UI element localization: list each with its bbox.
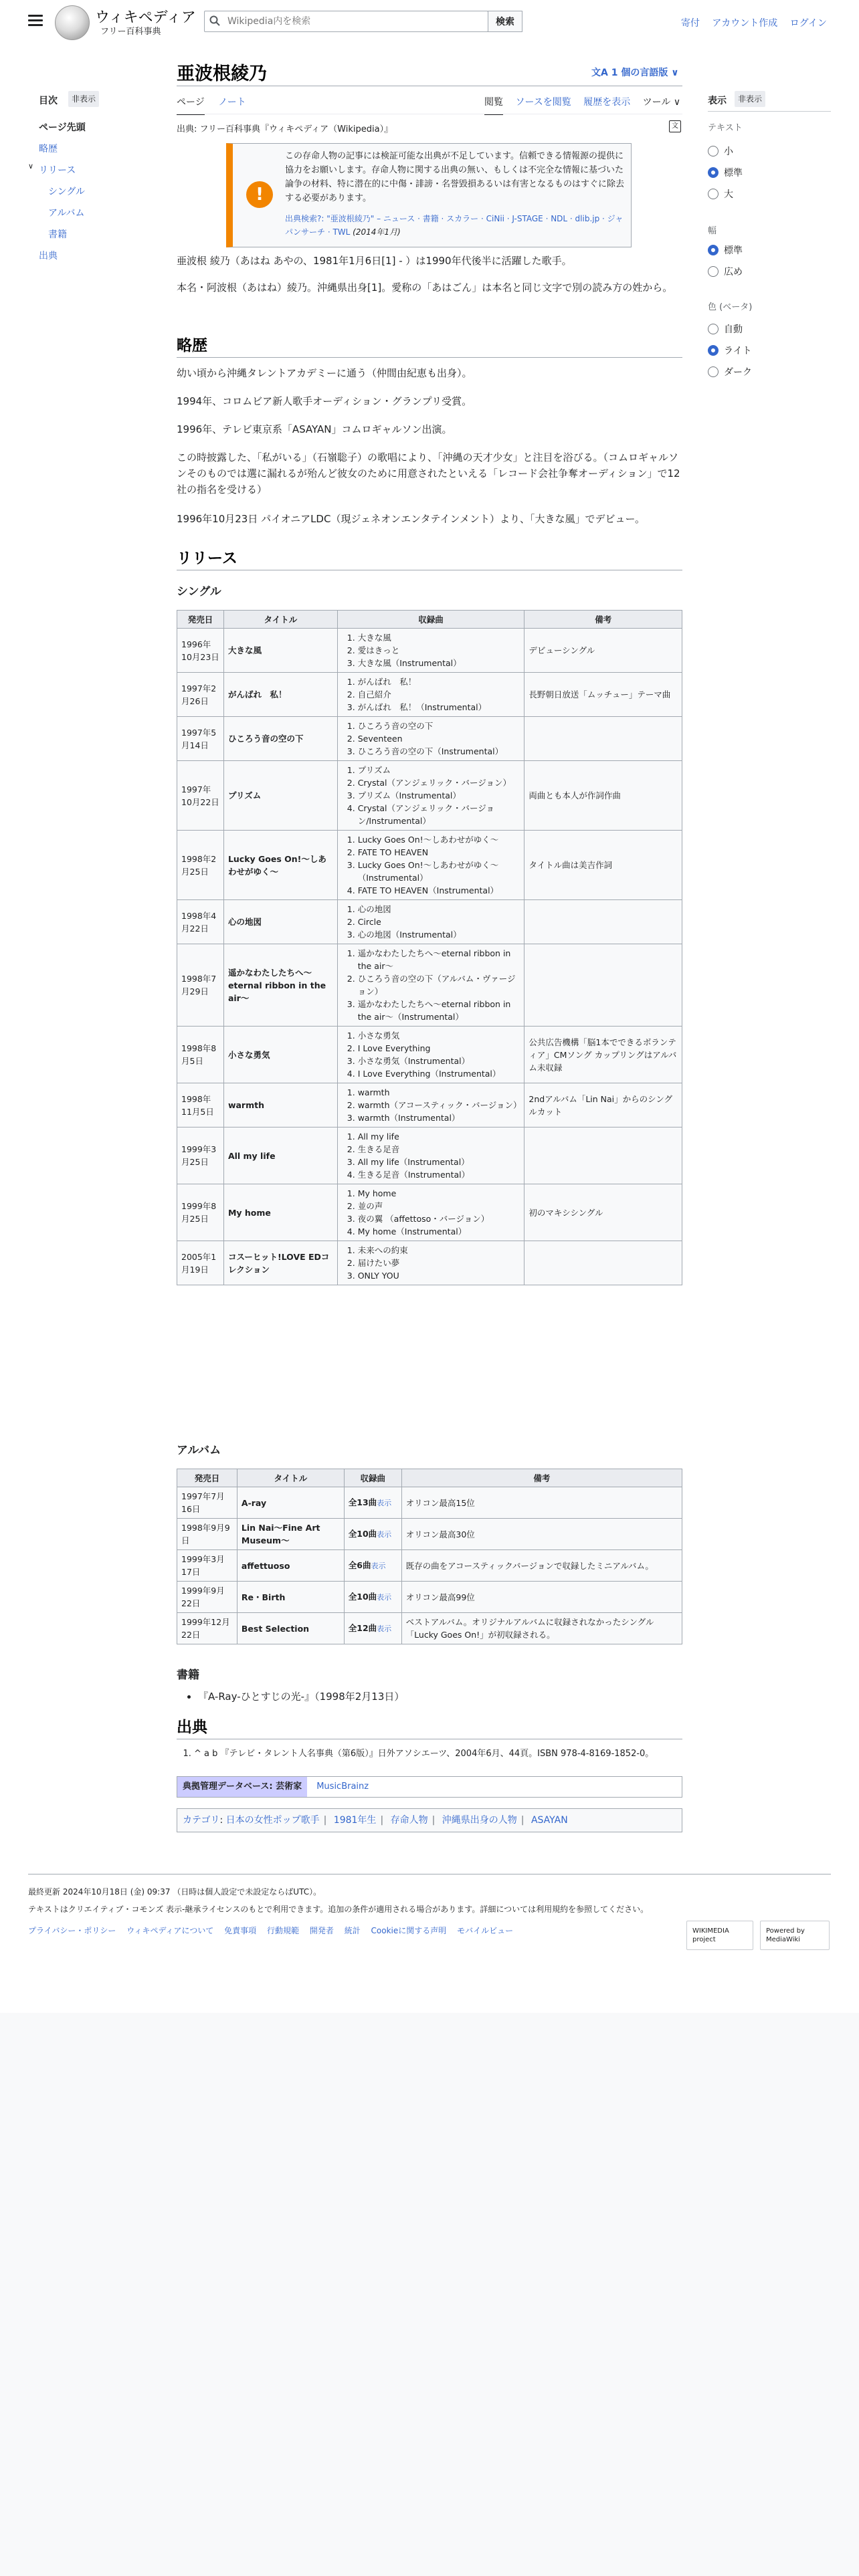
footer-links bbox=[28, 1925, 521, 1936]
notice-box bbox=[226, 143, 632, 247]
track-item: 2. Crystal（アンジェリック・バージョン） bbox=[358, 776, 520, 789]
track-item: 4. My home（Instrumental） bbox=[358, 1225, 520, 1238]
language-label: 1 個の言語版 bbox=[611, 68, 668, 78]
track-item: 1. warmth bbox=[358, 1086, 520, 1099]
release-date: 1997年5月14日 bbox=[177, 717, 224, 761]
track-list bbox=[337, 673, 524, 717]
track-list bbox=[337, 944, 524, 1027]
option-label: ダーク bbox=[724, 367, 752, 378]
album-note: オリコン最高15位 bbox=[401, 1487, 682, 1519]
table-row bbox=[177, 673, 682, 717]
track-item: 1. 小さな勇気 bbox=[358, 1029, 520, 1042]
option-label: 標準 bbox=[724, 245, 743, 256]
toc-item-books[interactable]: 書籍 bbox=[48, 229, 67, 240]
table-row bbox=[177, 1241, 682, 1285]
option-label: 広め bbox=[724, 267, 743, 278]
bio-paragraph: 1994年、コロムビア新人歌手オーディション・グランプリ受賞。 bbox=[177, 395, 472, 407]
show-button[interactable]: 表示 bbox=[377, 1530, 392, 1539]
intro-paragraph-1: 亜波根 綾乃（あはね あやの、1981年1月6日[1] - ）は1990年代後半に活躍した歌手。 bbox=[177, 255, 572, 267]
single-title: Lucky Goes On!〜しあわせがゆく〜 bbox=[223, 831, 337, 900]
track-list bbox=[337, 1184, 524, 1241]
track-item: 1. がんばれ 私！ bbox=[358, 675, 520, 688]
bio-paragraph: 1996年10月23日 パイオニアLDC（現ジェネオンエンタテインメント）より、「大きな風」でデビュー。 bbox=[177, 513, 645, 525]
tab-history[interactable]: 履歴を表示 bbox=[583, 97, 631, 108]
toc-item-top[interactable]: ページ先頭 bbox=[39, 122, 86, 133]
column-header: 収録曲 bbox=[337, 611, 524, 629]
heading-single: シングル bbox=[177, 585, 221, 599]
track-item: 4. FATE TO HEAVEN（Instrumental） bbox=[358, 884, 520, 897]
privacy-link[interactable]: プライバシー・ポリシー bbox=[28, 1926, 116, 1935]
text-size-standard[interactable] bbox=[708, 166, 743, 179]
show-button[interactable]: 表示 bbox=[377, 1499, 392, 1507]
track-list bbox=[337, 1128, 524, 1184]
width-wide[interactable] bbox=[708, 265, 743, 278]
release-date: 1998年2月25日 bbox=[177, 831, 224, 900]
heading-bio: 略歴 bbox=[177, 336, 207, 354]
mediawiki-badge[interactable]: Powered by MediaWiki bbox=[760, 1921, 830, 1950]
track-item: 2. Circle bbox=[358, 916, 520, 928]
single-note: デビューシングル bbox=[524, 629, 682, 673]
bio-paragraph: この時披露した、「私がいる」（石嶺聡子）の歌唱により、「沖縄の天才少女」と注目を浴びる。（コムロギャルソンそのものでは選に漏れるが殆んど彼女のために用意されたといえる「レコード会社争奪オーディション」で12社の指名を受ける） bbox=[177, 451, 680, 496]
bio-paragraph: 幼い頃から沖縄タレントアカデミーに通う（仲間由紀恵も出身）。 bbox=[177, 367, 472, 379]
track-item: 2. FATE TO HEAVEN bbox=[358, 846, 520, 859]
single-note: 長野朝日放送「ムッチュー」テーマ曲 bbox=[524, 673, 682, 717]
table-row bbox=[177, 717, 682, 761]
toc-item-album[interactable]: アルバム bbox=[48, 208, 85, 219]
track-item: 1. 未来への約束 bbox=[358, 1244, 520, 1257]
page-title: 亜波根綾乃 bbox=[177, 64, 267, 84]
single-note: 2ndアルバム「Lin Nai」からのシングルカット bbox=[524, 1083, 682, 1128]
radio-icon bbox=[708, 266, 719, 277]
track-item: 2. 届けたい夢 bbox=[358, 1257, 520, 1269]
tools-label: ツール bbox=[642, 97, 671, 108]
width-label: 幅 bbox=[708, 226, 717, 236]
track-item: 4. Crystal（アンジェリック・バージョン/Instrumental） bbox=[358, 802, 520, 827]
track-count bbox=[344, 1582, 401, 1613]
color-dark[interactable] bbox=[708, 365, 752, 379]
category-link[interactable]: 日本の女性ポップ歌手 bbox=[225, 1815, 320, 1826]
wikipedia-logo[interactable] bbox=[55, 5, 90, 40]
about-link[interactable]: ウィキペディアについて bbox=[126, 1926, 214, 1935]
single-title: All my life bbox=[223, 1128, 337, 1184]
single-title: ひころう音の空の下 bbox=[223, 717, 337, 761]
single-title: プリズム bbox=[223, 761, 337, 831]
table-row bbox=[177, 761, 682, 831]
toc-title: 目次 bbox=[39, 96, 58, 106]
album-title: affettuoso bbox=[237, 1550, 344, 1582]
option-label: 自動 bbox=[724, 324, 743, 335]
track-item: 2. Seventeen bbox=[358, 732, 520, 745]
text-size-label: テキスト bbox=[708, 123, 743, 133]
release-date: 1998年4月22日 bbox=[177, 900, 224, 944]
track-list bbox=[337, 629, 524, 673]
track-item: 3. 遥かなわたしたちへ〜eternal ribbon in the air〜（Instrumental） bbox=[358, 998, 520, 1023]
appearance-title: 表示 bbox=[708, 96, 727, 106]
search-button[interactable]: 検索 bbox=[488, 11, 522, 32]
track-list bbox=[337, 831, 524, 900]
table-row bbox=[177, 1128, 682, 1184]
notice-date: (2014年1月) bbox=[353, 227, 401, 237]
track-count-label: 全6曲 bbox=[348, 1560, 371, 1570]
option-label: 大 bbox=[724, 189, 733, 200]
track-item: 3. 大きな風（Instrumental） bbox=[358, 657, 520, 669]
track-item: 2. warmth（アコースティック・バージョン） bbox=[358, 1099, 520, 1111]
category-link[interactable]: 1981年生 bbox=[333, 1815, 377, 1826]
single-title: 遥かなわたしたちへ〜eternal ribbon in the air〜 bbox=[223, 944, 337, 1027]
single-title: 大きな風 bbox=[223, 629, 337, 673]
text-size-large[interactable] bbox=[708, 187, 733, 201]
translate-icon[interactable]: 文 bbox=[669, 120, 681, 132]
albums-table bbox=[177, 1469, 682, 1644]
album-title: A-ray bbox=[237, 1487, 344, 1519]
track-count-label: 全12曲 bbox=[348, 1623, 377, 1633]
cookie-link[interactable]: Cookieに関する声明 bbox=[371, 1926, 447, 1935]
track-count bbox=[344, 1487, 401, 1519]
album-note: 既存の曲をアコースティックバージョンで収録したミニアルバム。 bbox=[401, 1550, 682, 1582]
heading-divider bbox=[177, 357, 682, 358]
albums-table-body bbox=[177, 1487, 682, 1644]
radio-selected-icon bbox=[708, 245, 719, 255]
track-item: 3. ひころう音の空の下（Instrumental） bbox=[358, 745, 520, 758]
menu-icon[interactable] bbox=[28, 15, 43, 27]
single-title: がんばれ 私！ bbox=[223, 673, 337, 717]
article-source: 出典: フリー百科事典『ウィキペディア（Wikipedia）』 bbox=[177, 124, 393, 134]
release-date: 1999年12月22日 bbox=[177, 1613, 237, 1644]
table-row bbox=[177, 1519, 682, 1550]
singles-table bbox=[177, 610, 682, 1285]
show-button[interactable]: 表示 bbox=[377, 1593, 392, 1602]
single-note bbox=[524, 1241, 682, 1285]
column-header: 収録曲 bbox=[344, 1469, 401, 1487]
track-item: 1. 心の地図 bbox=[358, 903, 520, 916]
tab-read[interactable]: 閲覧 bbox=[484, 95, 503, 115]
track-item: 1. My home bbox=[358, 1187, 520, 1200]
track-item: 3. 心の地図（Instrumental） bbox=[358, 928, 520, 941]
categories-box: カテゴリ: 日本の女性ポップ歌手 | 1981年生 | 存命人物 | 沖縄県出身の人物 | ASAYAN bbox=[177, 1808, 682, 1832]
intro-paragraph-2: 本名・阿波根（あはね）綾乃。沖縄県出身[1]。愛称の「あはごん」は本名と同じ文字で別の読み方の姓から。 bbox=[177, 282, 673, 294]
single-note bbox=[524, 717, 682, 761]
table-row bbox=[177, 1582, 682, 1613]
toc-item-single[interactable]: シングル bbox=[48, 187, 85, 197]
release-date: 1997年7月16日 bbox=[177, 1487, 237, 1519]
radio-icon bbox=[708, 324, 719, 334]
search-icon bbox=[209, 15, 220, 26]
track-item: 1. All my life bbox=[358, 1130, 520, 1143]
single-title: warmth bbox=[223, 1083, 337, 1128]
release-date: 1996年10月23日 bbox=[177, 629, 224, 673]
column-header: 備考 bbox=[401, 1469, 682, 1487]
code-of-conduct-link[interactable]: 行動規範 bbox=[267, 1926, 300, 1935]
single-note: 両曲とも本人が作詞作曲 bbox=[524, 761, 682, 831]
table-row bbox=[177, 1184, 682, 1241]
single-note: タイトル曲は美吉作詞 bbox=[524, 831, 682, 900]
album-title: Best Selection bbox=[237, 1613, 344, 1644]
mobile-view-link[interactable]: モバイルビュー bbox=[457, 1926, 514, 1935]
release-date: 1998年11月5日 bbox=[177, 1083, 224, 1128]
album-title: Re・Birth bbox=[237, 1582, 344, 1613]
album-note: オリコン最高99位 bbox=[401, 1582, 682, 1613]
donate-link[interactable]: 寄付 bbox=[680, 18, 700, 29]
create-account-link[interactable]: アカウント作成 bbox=[712, 18, 778, 29]
color-label: 色 (ベータ) bbox=[708, 302, 753, 312]
track-count bbox=[344, 1550, 401, 1582]
singles-table-body bbox=[177, 629, 682, 1285]
album-title: Lin Nai〜Fine Art Museum〜 bbox=[237, 1519, 344, 1550]
track-item: 3. 小さな勇気（Instrumental） bbox=[358, 1055, 520, 1067]
namespace-tabs bbox=[177, 95, 257, 115]
release-date: 2005年1月19日 bbox=[177, 1241, 224, 1285]
show-button[interactable]: 表示 bbox=[377, 1624, 392, 1633]
track-list bbox=[337, 1083, 524, 1128]
single-title: コスーヒット!LOVE EDコレクション bbox=[223, 1241, 337, 1285]
heading-release: リリース bbox=[177, 549, 237, 567]
user-links bbox=[672, 16, 827, 29]
track-list bbox=[337, 717, 524, 761]
search-input[interactable] bbox=[227, 11, 482, 31]
table-row bbox=[177, 900, 682, 944]
column-header: タイトル bbox=[237, 1469, 344, 1487]
toc-item-refs[interactable]: 出典 bbox=[39, 251, 58, 261]
option-label: 小 bbox=[724, 146, 733, 157]
track-item: 3. warmth（Instrumental） bbox=[358, 1111, 520, 1124]
color-light[interactable] bbox=[708, 344, 752, 357]
track-list bbox=[337, 900, 524, 944]
statistics-link[interactable]: 統計 bbox=[344, 1926, 361, 1935]
license-text: テキストはクリエイティブ・コモンズ 表示-継承ライセンスのもとで利用できます。追加の条件が適用される場合があります。詳細については利用規約を参照してください。 bbox=[28, 1905, 649, 1914]
track-item: 1. プリズム bbox=[358, 764, 520, 776]
toc-chevron-icon[interactable]: ∨ bbox=[28, 162, 34, 171]
single-note bbox=[524, 900, 682, 944]
track-item: 1. Lucky Goes On!〜しあわせがゆく〜 bbox=[358, 833, 520, 846]
track-list bbox=[337, 1027, 524, 1083]
release-date: 1999年9月22日 bbox=[177, 1582, 237, 1613]
table-row bbox=[177, 1027, 682, 1083]
column-header: タイトル bbox=[223, 611, 337, 629]
track-item: 2. I Love Everything bbox=[358, 1042, 520, 1055]
release-date: 1998年9月9日 bbox=[177, 1519, 237, 1550]
column-header: 備考 bbox=[524, 611, 682, 629]
site-subtitle: フリー百科事典 bbox=[100, 27, 161, 37]
notice-source-links[interactable]: 出典検索?: "亜波根綾乃" – ニュース · 書籍 · スカラー · CiNii · J-STAGE · NDL · dlib.jp · ジャパンサーチ · TWL bbox=[285, 214, 624, 237]
track-item: 4. I Love Everything（Instrumental） bbox=[358, 1067, 520, 1080]
album-note: オリコン最高30位 bbox=[401, 1519, 682, 1550]
language-icon: 文A bbox=[591, 68, 611, 78]
toc-item-release[interactable]: リリース bbox=[39, 165, 76, 176]
release-date: 1999年8月25日 bbox=[177, 1184, 224, 1241]
table-row bbox=[177, 831, 682, 900]
radio-selected-icon bbox=[708, 345, 719, 356]
notice-source bbox=[285, 212, 628, 239]
single-title: 心の地図 bbox=[223, 900, 337, 944]
single-title: My home bbox=[223, 1184, 337, 1241]
table-row bbox=[177, 1487, 682, 1519]
track-item: 3. がんばれ 私！（Instrumental） bbox=[358, 701, 520, 714]
appearance-hide-button[interactable]: 非表示 bbox=[735, 91, 765, 107]
track-list bbox=[337, 1241, 524, 1285]
option-label: 標準 bbox=[724, 168, 743, 179]
category-link[interactable]: ASAYAN bbox=[531, 1815, 568, 1826]
reference-item: 1. ^ a b 『テレビ・タレント人名事典（第6版）』日外アソシエーツ、2004年6月、44頁。ISBN 978-4-8169-1852-0。 bbox=[194, 1747, 676, 1761]
track-item: 3. All my life（Instrumental） bbox=[358, 1156, 520, 1168]
album-note: ベストアルバム。オリジナルアルバムに収録されなかったシングル「Lucky Goes On!」が初収録される。 bbox=[401, 1613, 682, 1644]
category-link[interactable]: 存命人物 bbox=[390, 1815, 428, 1826]
single-note: 初のマキシシングル bbox=[524, 1184, 682, 1241]
wikimedia-badge[interactable]: WIKIMEDIA project bbox=[686, 1921, 753, 1950]
track-count-label: 全10曲 bbox=[348, 1529, 377, 1539]
track-item: 2. ひころう音の空の下（アルバム・ヴァージョン） bbox=[358, 972, 520, 998]
view-tabs bbox=[484, 95, 690, 115]
table-row bbox=[177, 1083, 682, 1128]
radio-icon bbox=[708, 366, 719, 377]
books-list bbox=[198, 1689, 404, 1703]
tab-page[interactable]: ページ bbox=[177, 95, 205, 115]
release-date: 1999年3月25日 bbox=[177, 1128, 224, 1184]
track-item: 2. 自己紹介 bbox=[358, 688, 520, 701]
track-item: 3. ONLY YOU bbox=[358, 1269, 520, 1282]
track-item: 2. 並の声 bbox=[358, 1200, 520, 1212]
option-label: ライト bbox=[724, 346, 752, 356]
track-item: 4. 生きる足音（Instrumental） bbox=[358, 1168, 520, 1181]
category-link[interactable]: 沖縄県出身の人物 bbox=[442, 1815, 517, 1826]
release-date: 1997年2月26日 bbox=[177, 673, 224, 717]
track-item: 1. 遥かなわたしたちへ〜eternal ribbon in the air〜 bbox=[358, 947, 520, 972]
column-header: 発売日 bbox=[177, 611, 224, 629]
tab-view-source[interactable]: ソースを閲覧 bbox=[515, 97, 571, 108]
width-standard[interactable] bbox=[708, 243, 743, 257]
track-item: 3. Lucky Goes On!〜しあわせがゆく〜（Instrumental） bbox=[358, 859, 520, 884]
radio-selected-icon bbox=[708, 167, 719, 178]
track-item: 1. ひころう音の空の下 bbox=[358, 720, 520, 732]
radio-icon bbox=[708, 189, 719, 199]
track-list bbox=[337, 761, 524, 831]
release-date: 1998年7月29日 bbox=[177, 944, 224, 1027]
developers-link[interactable]: 開発者 bbox=[309, 1926, 334, 1935]
bio-paragraph: 1996年、テレビ東京系「ASAYAN」コムロギャルソン出演。 bbox=[177, 423, 452, 435]
list-item: • 『A-Ray-ひとすじの光-』（1998年2月13日） bbox=[198, 1689, 404, 1703]
track-item: 1. 大きな風 bbox=[358, 631, 520, 644]
last-updated: 最終更新 2024年10月18日 (金) 09:37 （日時は個人設定で未設定ならばUTC）。 bbox=[28, 1887, 322, 1897]
release-date: 1999年3月17日 bbox=[177, 1550, 237, 1582]
track-count-label: 全13曲 bbox=[348, 1497, 377, 1507]
release-date: 1998年8月5日 bbox=[177, 1027, 224, 1083]
notice-text: この存命人物の記事には検証可能な出典が不足しています。信頼できる情報源の提供に協力をお願いします。存命人物に関する出典の無い、もしくは不完全な情報に基づいた論争の材料、特に潜在的に中傷・誹謗・名誉毀損あるいは有害となるものはすぐに除去する必要があります。 bbox=[285, 151, 625, 203]
musicbrainz-link[interactable]: MusicBrainz bbox=[316, 1782, 369, 1792]
single-title: 小さな勇気 bbox=[223, 1027, 337, 1083]
heading-refs: 出典 bbox=[177, 1718, 207, 1736]
header bbox=[0, 0, 859, 44]
single-note bbox=[524, 944, 682, 1027]
heading-album: アルバム bbox=[177, 1444, 221, 1457]
track-count-label: 全10曲 bbox=[348, 1592, 377, 1602]
table-row bbox=[177, 1550, 682, 1582]
release-date: 1997年10月22日 bbox=[177, 761, 224, 831]
show-button[interactable]: 表示 bbox=[371, 1562, 386, 1570]
warning-icon: ! bbox=[246, 181, 273, 208]
track-item: 2. 愛はきっと bbox=[358, 644, 520, 657]
heading-books: 書籍 bbox=[177, 1669, 199, 1682]
chevron-down-icon: ∨ bbox=[668, 68, 679, 78]
text-size-small[interactable] bbox=[708, 144, 733, 158]
categories-label[interactable]: カテゴリ bbox=[183, 1815, 220, 1826]
references-list bbox=[194, 1747, 676, 1761]
track-item: 3. プリズム（Instrumental） bbox=[358, 789, 520, 802]
site-title[interactable]: ウィキペディア bbox=[95, 9, 196, 26]
authority-label[interactable]: 典拠管理データベース: 芸術家 bbox=[177, 1777, 307, 1797]
single-note bbox=[524, 1128, 682, 1184]
radio-icon bbox=[708, 146, 719, 156]
disclaimer-link[interactable]: 免責事項 bbox=[224, 1926, 257, 1935]
appearance-divider bbox=[708, 111, 831, 112]
single-note: 公共広告機構「脳1本でできるボランティア」CMソング カップリングはアルバム未収録 bbox=[524, 1027, 682, 1083]
tab-talk[interactable]: ノート bbox=[218, 97, 246, 108]
track-item: 2. 生きる足音 bbox=[358, 1143, 520, 1156]
table-row bbox=[177, 944, 682, 1027]
table-row bbox=[177, 1613, 682, 1644]
language-button[interactable] bbox=[591, 66, 679, 79]
toc-hide-button[interactable]: 非表示 bbox=[68, 91, 99, 107]
column-header: 発売日 bbox=[177, 1469, 237, 1487]
track-count bbox=[344, 1613, 401, 1644]
track-item: 3. 夜の翼 （affettoso・バージョン） bbox=[358, 1212, 520, 1225]
color-auto[interactable] bbox=[708, 322, 743, 336]
tab-tools[interactable]: ツール ∨ bbox=[642, 97, 681, 108]
table-row bbox=[177, 629, 682, 673]
track-count bbox=[344, 1519, 401, 1550]
login-link[interactable]: ログイン bbox=[789, 18, 827, 29]
toc-item-bio[interactable]: 略歴 bbox=[39, 144, 58, 154]
authority-control bbox=[177, 1776, 682, 1798]
